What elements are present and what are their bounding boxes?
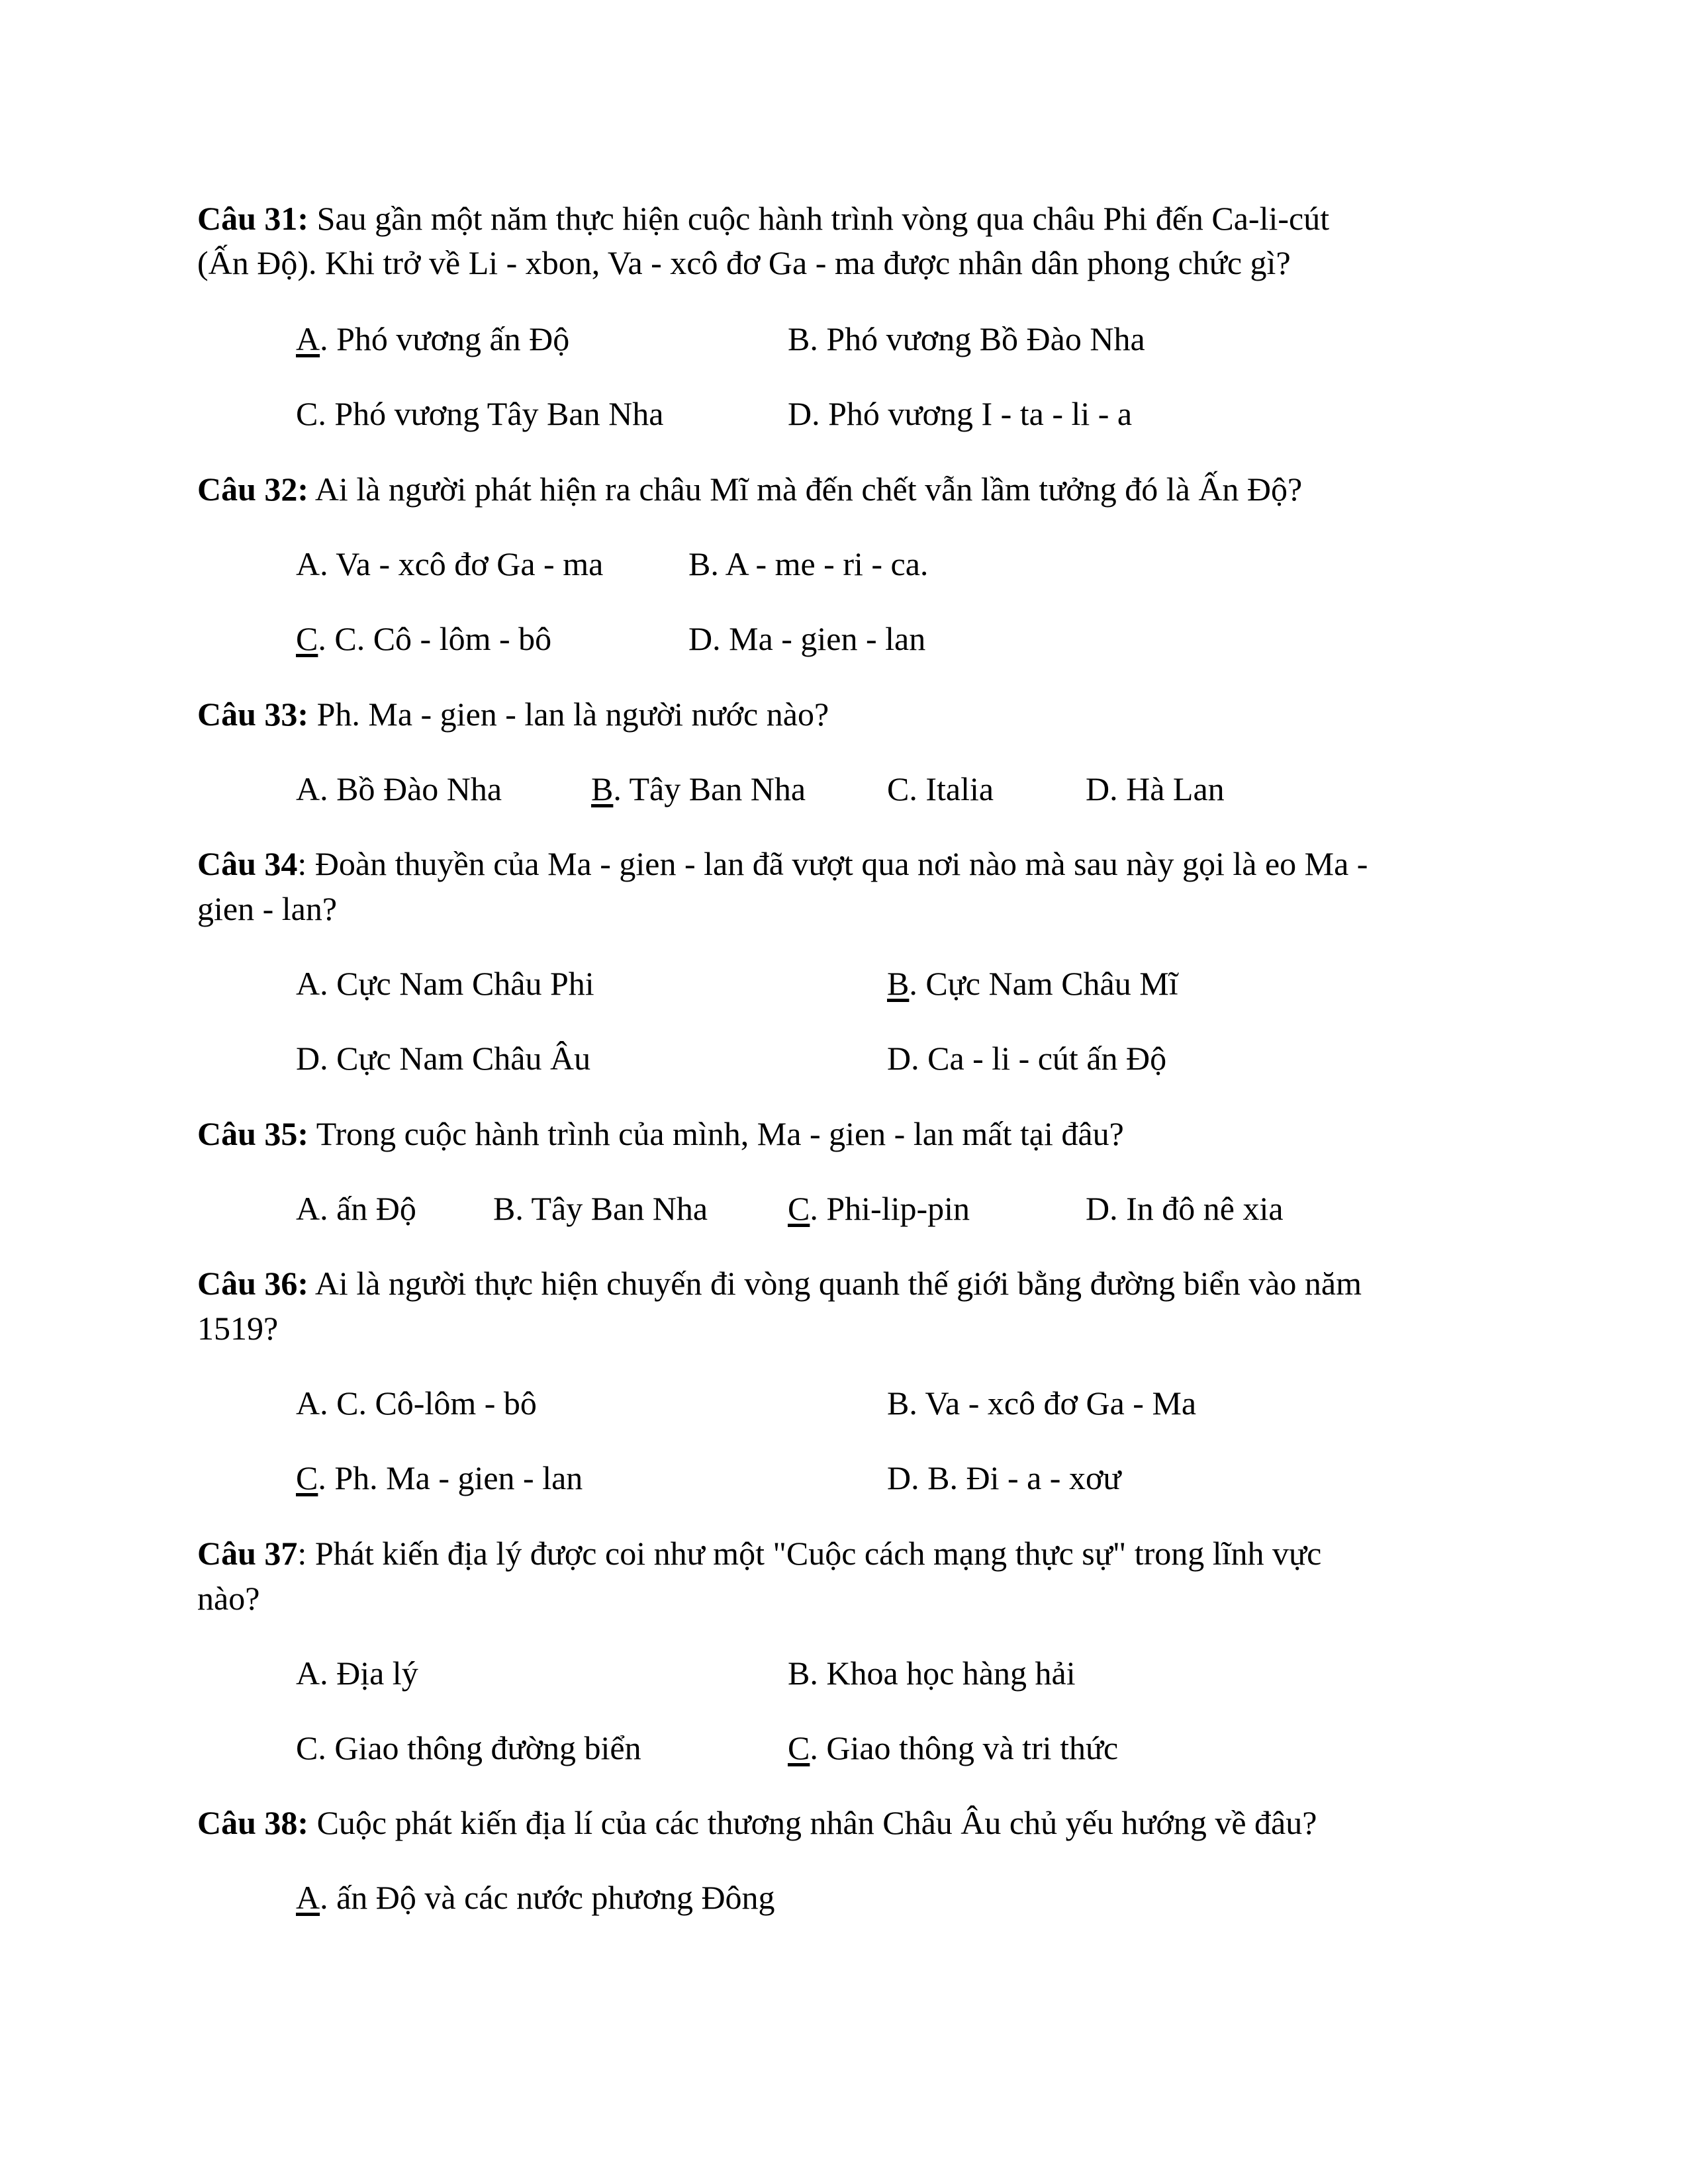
option-38-a[interactable] <box>296 1878 775 1917</box>
option-34-a[interactable] <box>296 964 594 1003</box>
question-34 <box>197 844 1368 884</box>
option-letter: C <box>788 1190 810 1227</box>
option-36-c[interactable] <box>296 1458 583 1498</box>
option-35-c[interactable] <box>788 1189 970 1228</box>
option-31-d[interactable] <box>788 394 1132 433</box>
option-text: . Phi-lip-pin <box>810 1190 970 1227</box>
option-33-d[interactable] <box>1086 769 1225 809</box>
option-letter: D <box>296 1040 320 1077</box>
question-text: : Đoàn thuyền của Ma - gien - lan đã vượt qua nơi nào mà sau này gọi là eo Ma - <box>297 845 1368 882</box>
option-text: . Ph. Ma - gien - lan <box>318 1459 583 1496</box>
option-34-b[interactable] <box>887 964 1178 1003</box>
option-letter: C <box>887 770 910 807</box>
option-37-c[interactable] <box>296 1728 641 1768</box>
option-text: . Tây Ban Nha <box>515 1190 708 1227</box>
option-35-b[interactable] <box>493 1189 708 1228</box>
option-letter: A <box>296 320 320 357</box>
option-letter: A <box>296 1190 320 1227</box>
option-letter: D <box>1086 770 1110 807</box>
option-36-d[interactable] <box>887 1458 1121 1498</box>
option-33-b[interactable] <box>591 769 806 809</box>
option-letter: A <box>296 965 320 1002</box>
option-31-c[interactable] <box>296 394 663 433</box>
question-34-line-2: gien - lan? <box>197 890 338 927</box>
question-number: Câu 37 <box>197 1535 298 1572</box>
option-31-b[interactable] <box>788 319 1145 359</box>
option-letter: D <box>887 1040 912 1077</box>
option-letter: D <box>688 620 713 657</box>
question-32 <box>197 469 1302 509</box>
option-text: . ấn Độ <box>320 1190 416 1227</box>
question-number: Câu 35: <box>197 1115 309 1152</box>
option-text: . In đô nê xia <box>1109 1190 1284 1227</box>
option-35-a[interactable] <box>296 1189 416 1228</box>
option-letter: A <box>296 770 320 807</box>
option-letter: B <box>887 1385 910 1422</box>
option-37-b[interactable] <box>788 1653 1076 1693</box>
option-32-d[interactable] <box>688 619 925 659</box>
option-text: . C. Cô - lôm - bô <box>318 620 552 657</box>
option-letter: C <box>296 620 318 657</box>
option-text: . Phó vương Bồ Đào Nha <box>810 320 1145 357</box>
option-34-d[interactable] <box>887 1038 1166 1078</box>
question-35 <box>197 1114 1124 1154</box>
option-letter: B <box>493 1190 516 1227</box>
option-36-b[interactable] <box>887 1383 1196 1423</box>
option-letter: A <box>296 1655 320 1692</box>
option-text: . Giao thông đường biển <box>318 1729 641 1766</box>
question-text: Trong cuộc hành trình của mình, Ma - gien - lan mất tại đâu? <box>316 1115 1124 1152</box>
question-number: Câu 34 <box>197 845 298 882</box>
option-text: . ấn Độ và các nước phương Đông <box>320 1879 775 1916</box>
option-text: . Phó vương I - ta - li - a <box>812 395 1133 432</box>
option-text: . Cực Nam Châu Âu <box>320 1040 591 1077</box>
question-36-line-2: 1519? <box>197 1310 279 1347</box>
option-36-a[interactable] <box>296 1383 537 1423</box>
question-text: Cuộc phát kiến địa lí của các thương nhân Châu Âu chủ yếu hướng về đâu? <box>316 1804 1317 1841</box>
option-32-a[interactable] <box>296 544 603 584</box>
question-37 <box>197 1533 1321 1573</box>
option-text: . Cực Nam Châu Mĩ <box>909 965 1178 1002</box>
option-31-a[interactable] <box>296 319 569 359</box>
option-text: . B. Đi - a - xơư <box>911 1459 1121 1496</box>
question-number: Câu 36: <box>197 1265 309 1302</box>
option-letter: B <box>887 965 910 1002</box>
option-letter: B <box>788 320 810 357</box>
option-letter: D <box>1086 1190 1110 1227</box>
option-text: . Hà Lan <box>1109 770 1225 807</box>
option-letter: C <box>296 395 318 432</box>
option-text: . Va - xcô đơ Ga - Ma <box>909 1385 1197 1422</box>
option-37-a[interactable] <box>296 1653 418 1693</box>
option-text: . Địa lý <box>320 1655 418 1692</box>
question-number: Câu 38: <box>197 1804 309 1841</box>
question-number: Câu 33: <box>197 696 309 733</box>
question-37-line-2: nào? <box>197 1580 260 1617</box>
option-37-d[interactable] <box>788 1728 1118 1768</box>
question-number: Câu 32: <box>197 471 309 508</box>
question-number: Câu 31: <box>197 200 309 237</box>
option-letter: B <box>688 545 711 582</box>
question-38 <box>197 1803 1317 1843</box>
option-text: . Ma - gien - lan <box>712 620 926 657</box>
option-33-c[interactable] <box>887 769 994 809</box>
option-text: . Giao thông và tri thức <box>810 1729 1119 1766</box>
option-letter: C <box>788 1729 810 1766</box>
question-text: Ai là người thực hiện chuyến đi vòng quanh thế giới bằng đường biển vào năm <box>314 1265 1362 1302</box>
option-text: . Phó vương Tây Ban Nha <box>318 395 664 432</box>
option-32-b[interactable] <box>688 544 928 584</box>
question-36 <box>197 1263 1362 1303</box>
option-letter: A <box>296 1385 320 1422</box>
option-34-c[interactable] <box>296 1038 590 1078</box>
option-text: . Phó vương ấn Độ <box>320 320 570 357</box>
option-text: . Tây Ban Nha <box>613 770 806 807</box>
option-text: . Khoa học hàng hải <box>810 1655 1076 1692</box>
question-text: Ai là người phát hiện ra châu Mĩ mà đến chết vẫn lầm tưởng đó là Ấn Độ? <box>314 471 1303 508</box>
option-text: . A - me - ri - ca. <box>710 545 929 582</box>
question-31 <box>197 199 1329 238</box>
option-text: . Cực Nam Châu Phi <box>320 965 594 1002</box>
question-text: Sau gần một năm thực hiện cuộc hành trình vòng qua châu Phi đến Ca-li-cút <box>316 200 1330 237</box>
option-text: . Bồ Đào Nha <box>320 770 502 807</box>
option-text: . Italia <box>909 770 994 807</box>
option-33-a[interactable] <box>296 769 502 809</box>
question-33 <box>197 694 829 734</box>
option-text: . Va - xcô đơ Ga - ma <box>320 545 604 582</box>
option-letter: D <box>788 395 812 432</box>
question-text: : Phát kiến địa lý được coi như một "Cuộc cách mạng thực sự" trong lĩnh vực <box>297 1535 1322 1572</box>
option-text: . C. Cô-lôm - bô <box>320 1385 537 1422</box>
option-letter: A <box>296 1879 320 1916</box>
question-31-line-2: (Ấn Độ). Khi trở về Li - xbon, Va - xcô đơ Ga - ma được nhân dân phong chức gì? <box>197 244 1291 281</box>
question-text: Ph. Ma - gien - lan là người nước nào? <box>316 696 829 733</box>
option-letter: D <box>887 1459 912 1496</box>
option-letter: B <box>788 1655 810 1692</box>
option-letter: B <box>591 770 614 807</box>
option-35-d[interactable] <box>1086 1189 1284 1228</box>
option-letter: A <box>296 545 320 582</box>
option-text: . Ca - li - cút ấn Độ <box>911 1040 1167 1077</box>
option-32-c[interactable] <box>296 619 551 659</box>
option-letter: C <box>296 1729 318 1766</box>
option-letter: C <box>296 1459 318 1496</box>
